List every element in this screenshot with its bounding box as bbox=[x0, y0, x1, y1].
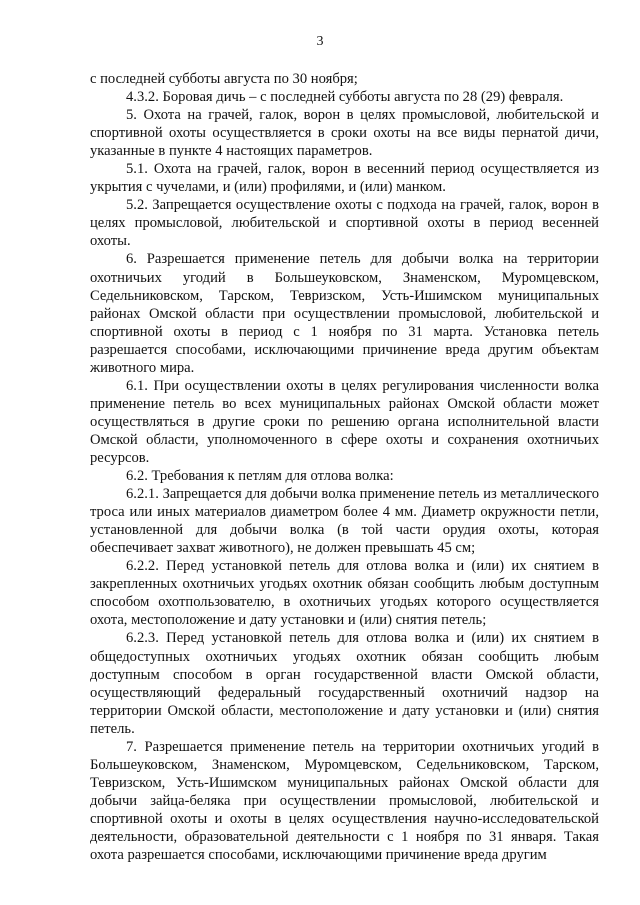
paragraph-6-2: 6.2. Требования к петлям для отлова волка: bbox=[126, 468, 394, 485]
paragraph-4-3-2: 4.3.2. Боровая дичь – с последней субботы августа по 28 (29) февраля. bbox=[126, 89, 564, 106]
paragraph-6-2-2: 6.2.2. Перед установкой петель для отлова волка и (или) их снятием в закрепленных охотничьих угодьях охотник обязан сообщить любым доступным способом охотпользователю, в охотничьих угодьях которого осуществляется охота, местоположение и дату установки и (или) снятия петель; bbox=[90, 558, 599, 629]
paragraph-7: 7. Разрешается применение петель на территории охотничьих угодий в Большеуковском, Знаменском, Муромцевском, Седельниковском, Тарском, Тевризском, Усть-Ишимском муниципальных районах Омской области для добычи зайца-беляка при осуществлении промысловой, любительской и спортивной охоты и охоты в целях осуществления научно-исследовательской деятельности, образовательной деятельности с 1 ноября по 31 января. Такая охота разрешается способами, исключающими причинение вреда другим bbox=[90, 738, 599, 864]
paragraph-5-1: 5.1. Охота на грачей, галок, ворон в весенний период осуществляется из укрытия с чучелами, и (или) профилями, и (или) манком. bbox=[90, 161, 599, 196]
page-number: 3 bbox=[316, 34, 324, 49]
paragraph-6: 6. Разрешается применение петель для добычи волка на территории охотничьих угодий в Большеуковском, Знаменском, Муромцевском, Седельниковском, Тарском, Тевризском, Усть-Ишимском муниципальных районах Омской области при осуществлении промысловой, любительской и спортивной охоты в период с 1 ноября по 31 марта. Установка петель разрешается способами, исключающими причинение вреда другим объектам животного мира. bbox=[90, 251, 599, 376]
paragraph-6-1: 6.1. При осуществлении охоты в целях регулирования численности волка применение петель во всех муниципальных районах Омской области может осуществляться в другие сроки по решению органа исполнительной власти Омской области, уполномоченного в сфере охоты и сохранения охотничьих ресурсов. bbox=[90, 377, 599, 466]
paragraph-6-2-1: 6.2.1. Запрещается для добычи волка применение петель из металлического троса или иных материалов диаметром более 4 мм. Диаметр окружности петли, установленной для добычи волка (в той части орудия охоты, которая обеспечивает захват животного), не должен превышать 45 см; bbox=[90, 486, 599, 557]
paragraph-6-2-3: 6.2.3. Перед установкой петель для отлова волка и (или) их снятием в общедоступных охотничьих угодьях охотник обязан сообщить любым доступным способом в орган государственной власти Омской области, осуществляющий федеральный государственный охотничий надзор на территории Омской области, местоположение и дату установки и (или) снятия петель. bbox=[90, 630, 599, 737]
paragraph-5: 5. Охота на грачей, галок, ворон в целях промысловой, любительской и спортивной охоты осуществляется в сроки охоты на все виды пернатой дичи, указанные в пункте 4 настоящих параметров. bbox=[90, 107, 599, 160]
document-body bbox=[90, 70, 599, 864]
paragraph-continuation: с последней субботы августа по 30 ноября; bbox=[90, 71, 358, 87]
paragraph-5-2: 5.2. Запрещается осуществление охоты с подхода на грачей, галок, ворон в целях промысловой, любительской и спортивной охоты в период весенней охоты. bbox=[90, 197, 599, 250]
